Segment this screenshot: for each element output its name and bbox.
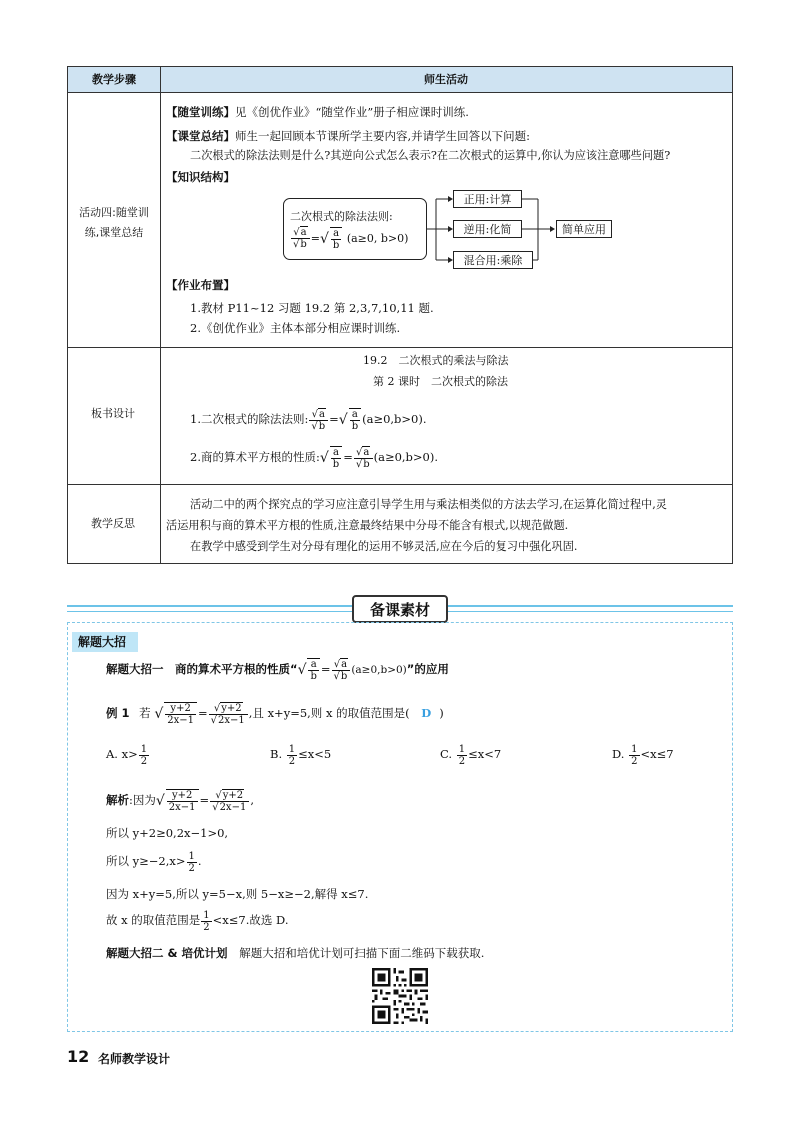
fraction: $\frac{√y+2}{√2x-1}$ [209,703,248,726]
board-item-text: 2.商的算术平方根的性质: [190,450,320,464]
col1-header: 教学步骤 [92,73,136,86]
choice-tail: ≤x<5 [298,747,332,761]
trick2-label: 解题大招二 & 培优计划 [106,946,228,960]
choice-letter: D. [612,747,625,761]
fraction: $\frac{1}{2}$ [188,850,195,874]
expr: y+2 [167,790,198,802]
fraction: $\frac{a}{b}$ [349,408,361,432]
homework-item: 2.《创优作业》主体本部分相应课时训练. [190,321,401,335]
reflection-line: 活运用积与商的算术平方根的性质,注意最终结果中分母不能含有根式,以规范做题. [166,519,569,532]
solution-line5 [106,907,289,933]
summary-line [166,128,530,144]
section-head: 【课堂总结】 [166,129,235,143]
expr: y+2 [221,702,242,714]
page-number: 12 [67,1047,90,1066]
choice-b [270,741,331,767]
section-head: 【随堂训练】 [166,105,235,119]
board-item-cond: (a≥0,b>0). [362,412,427,426]
summary-text: 师生一起回顾本节课所学主要内容,并请学生回答以下问题: [235,129,531,143]
column-divider [160,67,161,563]
choice-den: 2 [288,755,296,767]
board-item2: 2.商的算术平方根的性质:√ $\frac{a}{b}$ = $\frac{√a}{√b}$ (a≥0,b>0). [190,446,439,470]
board-item1: 1.二次根式的除法法则: $\frac{√a}{√b}$ =√ $\frac{a}{b}$ (a≥0,b>0). [190,408,427,432]
training-line [166,104,469,120]
choice-num: 1 [631,743,638,755]
rule-title: 二次根式的除法法则: [290,209,393,223]
choice-den: 2 [458,755,466,767]
expr: y+2 [222,789,244,801]
summary-question: 二次根式的除法法则是什么?其逆向公式怎么表示?在二次根式的运算中,你认为应该注意哪些问题? [190,149,671,162]
fraction [139,744,149,767]
trick2-line [106,945,484,961]
row-label-activity4 [68,203,160,243]
fraction [457,744,467,767]
expr: y+2 [165,703,196,715]
choice-letter: A. [106,747,118,761]
col2-header: 师生活动 [424,73,468,86]
qr-code-icon[interactable] [372,968,428,1024]
trick1-suffix: ”的应用 [406,662,449,676]
choice-text: x> [121,747,138,761]
branch-mixed: 混合用:乘除 [453,251,533,269]
choice-tail: ≤x<7 [468,747,502,761]
branch-reverse: 逆用:化简 [453,220,522,238]
trick2-text: 解题大招和培优计划可扫描下面二维码下载获取. [239,946,485,960]
solution-text: 所以 y≥−2,x> [106,854,186,868]
row-label-line: 练,课堂总结 [84,226,144,239]
fraction: $\frac{a}{b}$ [307,658,319,682]
reflection-line: 活动二中的两个探究点的学习应注意引导学生用与乘法相类似的方法去学习,在运算化简过程中,灵 [190,498,667,511]
book-title: 名师教学设计 [98,1052,171,1066]
homework-head: 【作业布置】 [166,278,235,292]
fraction: $\frac{√a}{√b}$ [354,447,373,470]
fraction: $\frac{√y+2}{√2x-1}$ [210,790,249,813]
example-close: ) [439,706,444,720]
choice-num: 1 [288,743,296,755]
training-text: 见《创优作业》“随堂作业”册子相应课时训练. [235,105,469,119]
choice-d [612,741,674,767]
solution-line4: 因为 x+y=5,所以 y=5−x,则 5−x≥−2,解得 x≤7. [106,887,369,901]
expr: 2x−1 [168,802,196,813]
fraction [629,744,639,767]
solution-line1: 解析:因为√ $\frac{y+2}{2x-1}$ = $\frac{√y+2}{√2x-1}$ , [106,789,254,813]
row-label-reflection: 教学反思 [91,517,135,530]
fraction: $\frac{√a}{√b}$ [309,409,328,432]
expr: 2x−1 [218,714,245,726]
row-label-line: 活动四:随堂训 [79,206,149,219]
fraction: $\frac{√a}{√b}$ [291,227,310,250]
choice-den: 2 [631,755,638,767]
board-title: 19.2 二次根式的乘法与除法 [363,354,509,367]
example-answer: D [421,706,432,720]
choice-tail: <x≤7 [640,747,674,761]
solution-label: 解析 [106,793,129,807]
example-if: 若 [139,706,151,720]
board-item-text: 1.二次根式的除法法则: [190,412,309,426]
fraction: $\frac{a}{b}$ [330,446,342,470]
solution-text: 故 x 的取值范围是 [106,913,201,927]
homework-item: 1.教材 P11~12 习题 19.2 第 2,3,7,10,11 题. [190,301,434,315]
choice-num: 1 [140,743,148,755]
choice-letter: C. [440,747,453,761]
fraction [166,789,199,813]
board-subtitle: 第 2 课时 二次根式的除法 [373,375,508,388]
choice-c [440,741,501,767]
expr: 2x−1 [219,801,247,813]
solution-line3: 所以 y≥−2,x> $\frac{1}{2}$ . [106,850,202,874]
result-box: 简单应用 [556,220,612,238]
solution-intro: :因为 [129,793,156,807]
rule-condition: (a≥0, b>0) [346,231,409,245]
fraction: $\frac{a}{b}$ [330,227,342,251]
material-banner: 备课素材 [352,595,448,623]
board-item-cond: (a≥0,b>0). [373,450,439,464]
expr: 2x−1 [167,715,194,726]
trick-tag: 解题大招 [72,632,138,652]
solution-text: <x≤7.故选 D. [212,913,289,927]
trick1-cond: (a≥0,b>0) [351,664,407,676]
fraction [287,744,297,767]
choice-den: 2 [140,755,148,767]
example-line: 例 1 若 √ $\frac{y+2}{2x-1}$ = $\frac{√y+2}{√2x-1}$ ,且 x+y=5,则 x 的取值范围是( D ) [106,702,444,726]
solution-line2: 所以 y+2≥0,2x−1>0, [106,826,229,840]
choice-num: 1 [458,743,466,755]
fraction: $\frac{1}{2}$ [203,909,210,933]
row-divider [68,92,732,93]
row-divider [68,347,732,348]
row-label-board: 板书设计 [91,407,135,420]
rule-box [283,198,427,260]
example-label: 例 1 [106,706,130,720]
structure-head: 【知识结构】 [166,170,235,184]
fraction [164,702,197,726]
choice-letter: B. [270,747,283,761]
row-divider [68,484,732,485]
trick1-prefix: 解题大招一 商的算术平方根的性质“ [106,662,298,676]
rule-formula: $\frac{√a}{√b}$ =√ $\frac{a}{b}$ (a≥0, b>0) [293,227,409,251]
reflection-line: 在教学中感受到学生对分母有理化的运用不够灵活,应在今后的复习中强化巩固. [190,540,578,553]
trick1-heading: 解题大招一 商的算术平方根的性质“√ $\frac{a}{b}$ = $\frac{√a}{√b}$ (a≥0,b>0)”的应用 [106,658,449,682]
branch-direct: 正用:计算 [453,190,522,208]
choice-a [106,741,150,767]
fraction: $\frac{√a}{√b}$ [332,659,351,682]
example-text: ,且 x+y=5,则 x 的取值范围是( [248,706,410,720]
